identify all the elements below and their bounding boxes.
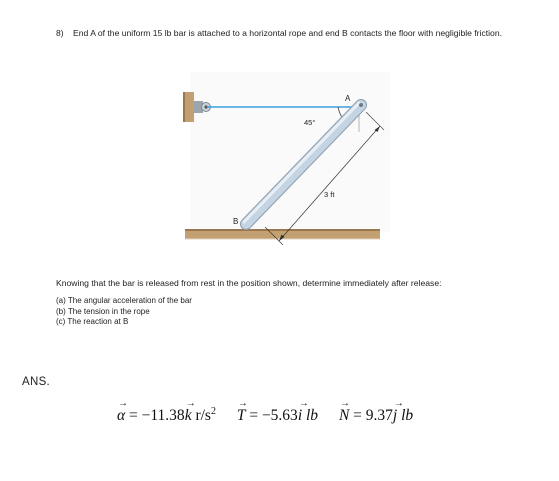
- bar-rope-figure: [160, 72, 400, 262]
- part-b: (b) The tension in the rope: [56, 306, 150, 316]
- answer-label: ANS.: [22, 376, 51, 388]
- problem-statement: [56, 27, 536, 40]
- problem-text: End A of the uniform 15 lb bar is attached to a horizontal rope and end B contacts the floor with negligible friction.: [73, 28, 502, 38]
- normal-vector: → N: [338, 398, 350, 425]
- normal-unit: lb: [397, 407, 414, 425]
- alpha-unit-power: 2: [210, 406, 216, 417]
- part-c: (c) The reaction at B: [56, 317, 129, 327]
- parts-list: [56, 296, 356, 328]
- answer-angular-acceleration: [117, 398, 216, 425]
- angle-label: 45°: [304, 118, 316, 127]
- problem-number: 8): [56, 28, 64, 38]
- alpha-value: = −11.38: [129, 407, 185, 425]
- part-a: (a) The angular acceleration of the bar: [56, 296, 192, 305]
- question-text: Knowing that the bar is released from rest in the position shown, determine immediately after release:: [56, 278, 442, 288]
- i-unit-vector: → i: [297, 398, 309, 425]
- tension-value: = −5.63: [249, 407, 298, 425]
- answers-line: [117, 398, 430, 425]
- figure-background: [190, 72, 390, 232]
- label-a: A: [345, 94, 351, 103]
- tension-vector: → T: [236, 398, 248, 425]
- answer-reaction: [338, 398, 414, 425]
- label-b: B: [233, 217, 239, 226]
- j-unit-vector: → j: [392, 398, 404, 425]
- tension-unit: lb: [302, 407, 319, 425]
- k-unit-vector: → k: [184, 398, 196, 425]
- normal-value: = 9.37: [353, 407, 393, 425]
- answer-tension: [236, 398, 319, 425]
- alpha-unit: r/s: [191, 407, 211, 425]
- length-label: 3 ft: [324, 190, 335, 199]
- alpha-vector: → α: [117, 398, 128, 425]
